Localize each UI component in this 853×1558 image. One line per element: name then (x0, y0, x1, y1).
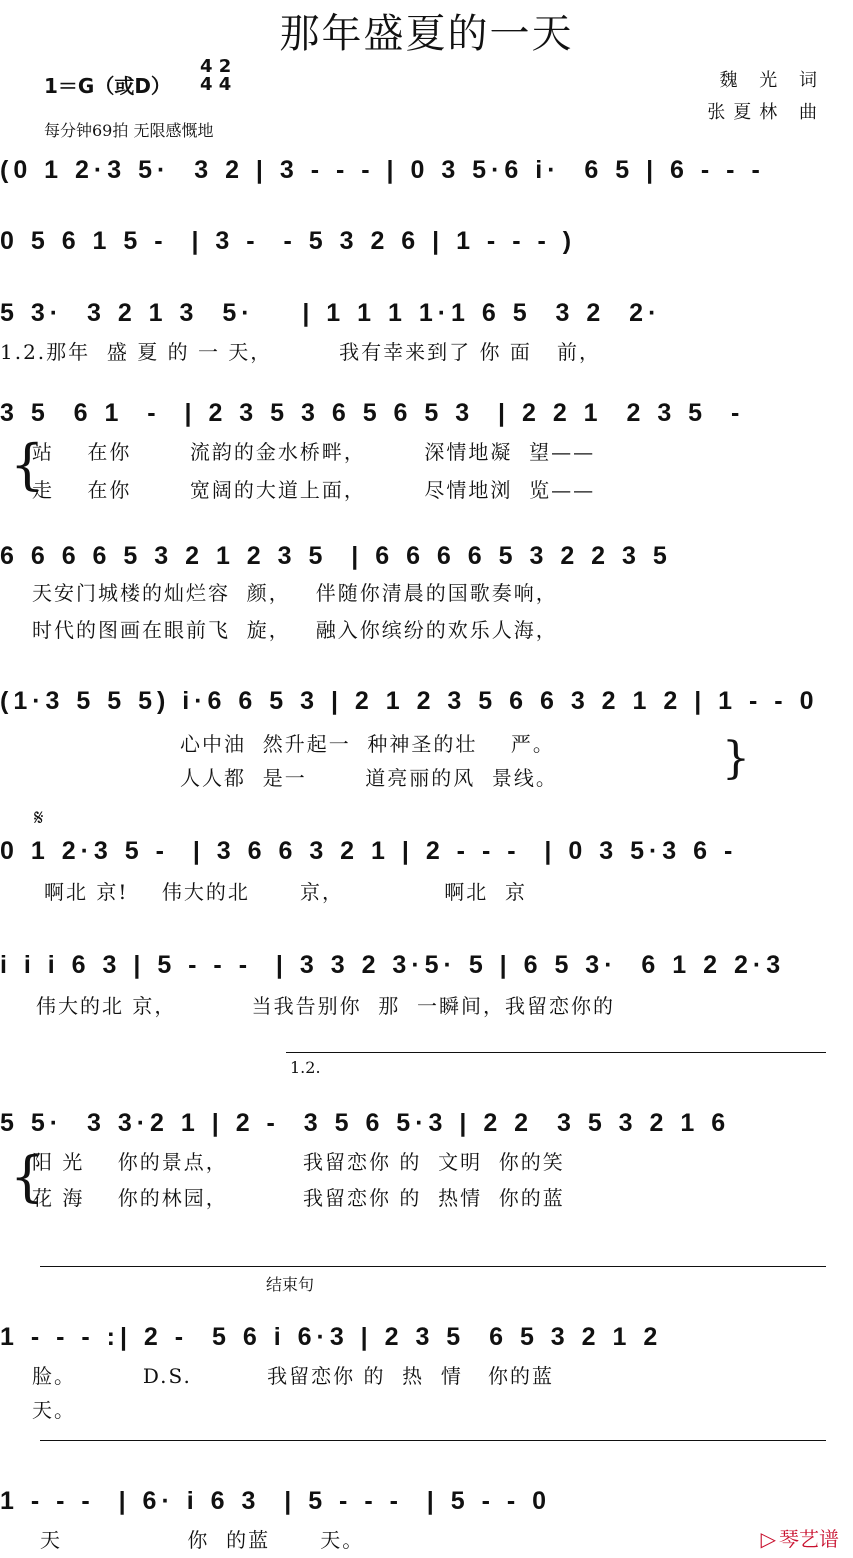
verse-brace-right: } (722, 733, 750, 784)
staff-line-11: 1 - - - | 6· i 6 3 | 5 - - - | 5 - - 0 (0, 1487, 552, 1515)
logo-text: 琴艺谱 (779, 1527, 839, 1551)
lyric-line-10b: 天。 (32, 1398, 76, 1422)
staff-line-2: 0 5 6 1 5 - | 3 - - 5 3 2 6 | 1 - - - ) (0, 227, 577, 255)
lyric-line-6b: 人人都 是一 道亮丽的风 景线。 (180, 766, 558, 790)
final-bracket (40, 1440, 826, 1441)
segno-sign: 𝄋 (34, 806, 44, 831)
lyric-line-5b: 时代的图画在眼前飞 旋， 融入你缤纷的欢乐人海， (32, 618, 558, 642)
lyric-line-3a: 1.2.那年 盛 夏 的 一 天， 我有幸来到了 你 面 前， (0, 340, 601, 364)
song-title: 那年盛夏的一天 (279, 11, 574, 57)
ending-label: 结束句 (266, 1275, 315, 1294)
lyric-line-11a: 天 你 的蓝 天。 (40, 1528, 365, 1552)
lyric-line-10a: 脸。 D.S. 我留恋你 的 热 情 你的蓝 (32, 1364, 554, 1388)
staff-line-8: i i i 6 3 | 5 - - - | 3 3 2 3·5· 5 | 6 5 3· 6 1 2 2·3 (0, 951, 786, 979)
time-signature (200, 58, 231, 94)
site-logo (761, 1523, 839, 1552)
time-signature-bottom: 4 4 (200, 74, 232, 95)
staff-line-4: 3 5 6 1 - | 2 3 5 3 6 5 6 5 3 | 2 2 1 2 3 5 - (0, 399, 745, 427)
lyric-line-4a: 站 在你 流韵的金水桥畔， 深情地凝 望—— (32, 440, 596, 464)
time-signature-top: 4 2 (200, 56, 232, 77)
staff-line-3: 5 3· 3 2 1 3 5· | 1 1 1 1·1 6 5 3 2 2· (0, 299, 662, 327)
staff-line-6: (1·3 5 5 5) i·6 6 5 3 | 2 1 2 3 5 6 6 3 2 1 2 | 1 - - 0 (0, 687, 819, 715)
ending-bracket (40, 1266, 826, 1267)
verse-brace: { (10, 433, 45, 496)
lyric-line-9b: 花 海 你的林园， 我留恋你 的 热情 你的蓝 (32, 1186, 565, 1210)
volta-label-12: 1.2. (290, 1058, 321, 1077)
tempo-marking: 每分钟69拍 无限感慨地 (44, 121, 214, 140)
verse-brace-2: { (10, 1145, 45, 1208)
staff-line-7: 0 1 2·3 5 - | 3 6 6 3 2 1 | 2 - - - | 0 3 5·3 6 - (0, 837, 738, 865)
staff-line-9: 5 5· 3 3·2 1 | 2 - 3 5 6 5·3 | 2 2 3 5 3 2 1 6 (0, 1109, 731, 1137)
logo-icon: ▷ (760, 1527, 776, 1551)
lyric-line-6a: 心中油 然升起一 种神圣的壮 严。 (180, 732, 555, 756)
staff-line-10: 1 - - - :| 2 - 5 6 i 6·3 | 2 3 5 6 5 3 2 1 2 (0, 1323, 663, 1351)
volta-bracket-12 (286, 1052, 826, 1053)
key-signature: 1＝G（或D） (44, 74, 171, 98)
lyric-line-5a: 天安门城楼的灿烂容 颜， 伴随你清晨的国歌奏响， (32, 581, 558, 605)
lyric-line-8a: 伟大的北 京， 当我告别你 那 一瞬间，我留恋你的 (36, 994, 616, 1018)
lyric-line-4b: 走 在你 宽阔的大道上面， 尽情地浏 览—— (32, 478, 596, 502)
composer-credit: 张夏林 曲 (707, 102, 825, 123)
staff-line-1: (0 1 2·3 5· 3 2 | 3 - - - | 0 3 5·6 i· 6 5 | 6 - - - (0, 156, 765, 184)
lyric-line-9a: 阳 光 你的景点， 我留恋你 的 文明 你的笑 (32, 1150, 565, 1174)
lyric-line-7a: 啊北 京! 伟大的北 京， 啊北 京 (44, 880, 527, 904)
lyricist-credit: 魏 光 词 (719, 70, 825, 91)
staff-line-5: 6 6 6 6 5 3 2 1 2 3 5 | 6 6 6 6 5 3 2 2 3 5 (0, 542, 672, 570)
